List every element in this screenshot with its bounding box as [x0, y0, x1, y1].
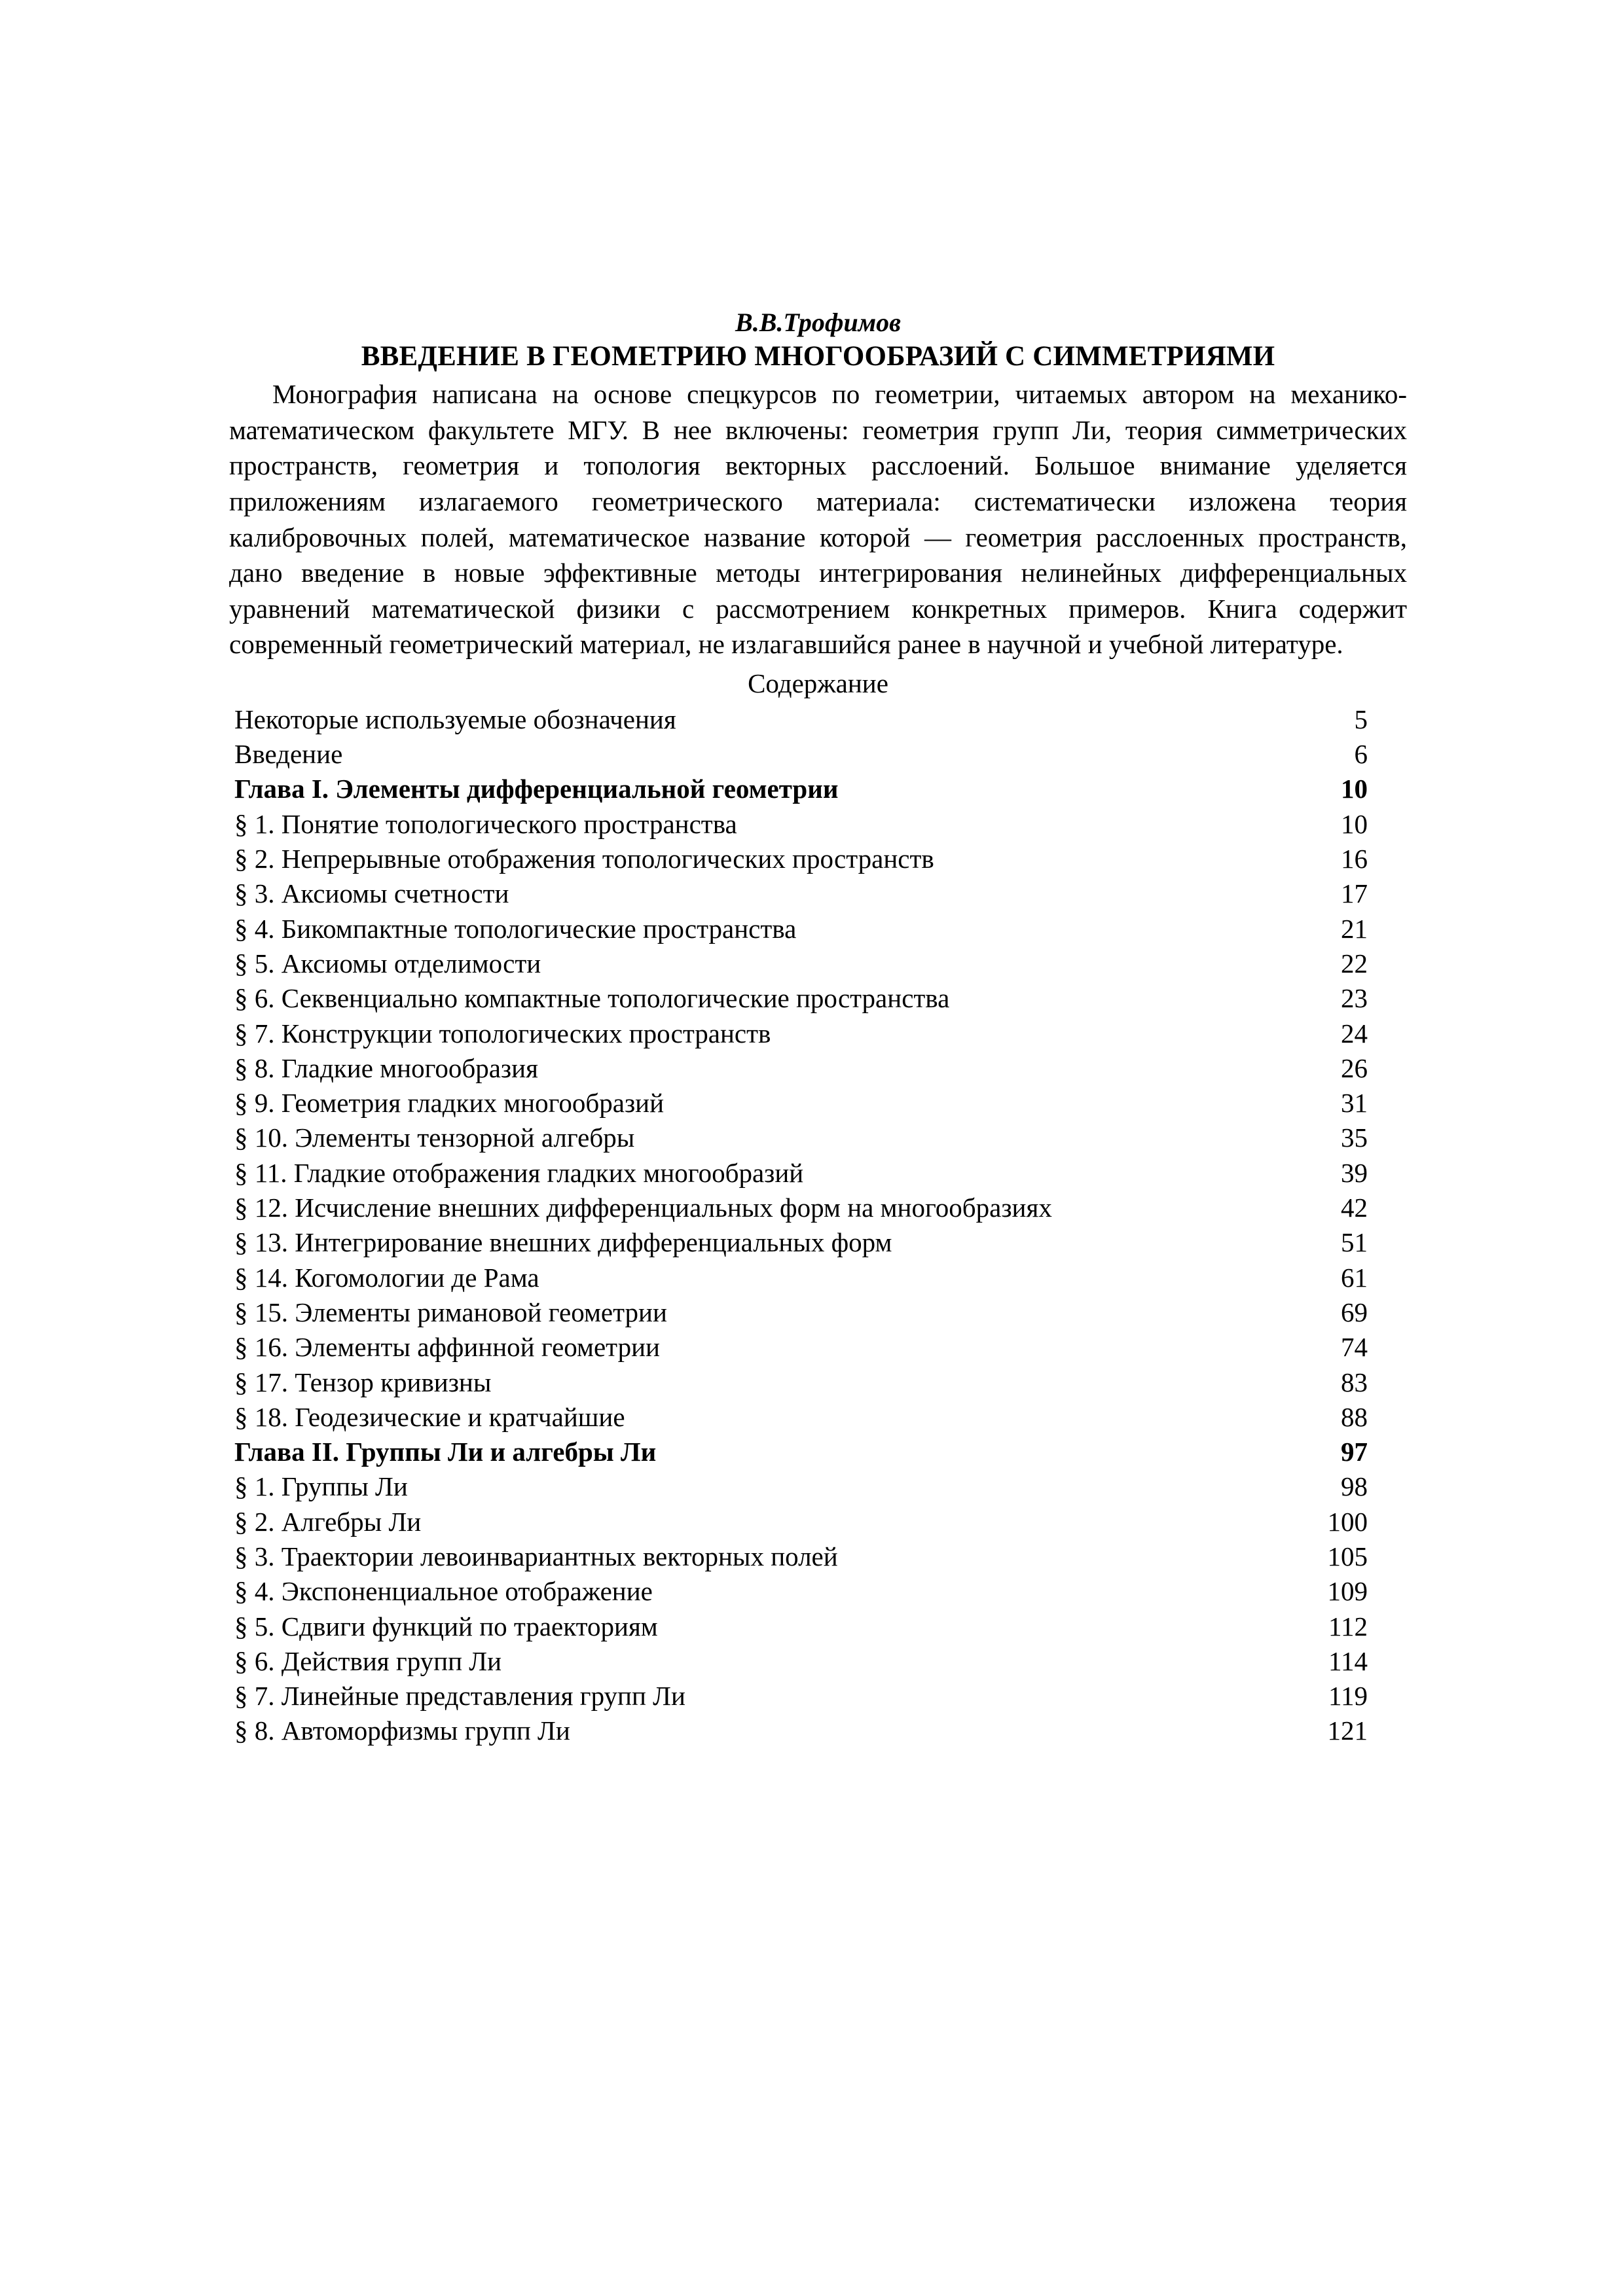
toc-entry-label: Некоторые используемые обозначения	[234, 704, 676, 734]
toc-entry-row	[229, 1365, 1407, 1400]
toc-entry-page-number: 121	[1327, 1715, 1368, 1746]
abstract-paragraph: Монография написана на основе спецкурсов по геометрии, читаемых автором на механико-математическом факультете МГУ. В нее включены: геометрия групп Ли, теория симметрических пространств, геометрия и топология векторных расслоений. Большое внимание уделяется приложениям излагаемого геометрического материала: систематически изложена теория калибровочных полей, математическое название которой — геометрия расслоенных пространств, дано введение в новые эффективные методы интегрирования нелинейных дифференциальных уравнений математической физики с рассмотрением конкретных примеров. Книга содержит современный геометрический материал, не излагавшийся ранее в научной и учебной литературе.	[229, 379, 1407, 660]
toc-entry-page-number: 100	[1327, 1506, 1368, 1537]
toc-entry-page-number: 61	[1341, 1262, 1368, 1293]
book-title: ВВЕДЕНИЕ В ГЕОМЕТРИЮ МНОГООБРАЗИЙ С СИММЕТРИЯМИ	[361, 341, 1275, 372]
toc-entry-page-number: 69	[1341, 1297, 1368, 1327]
toc-entry-row	[229, 842, 1407, 876]
toc-entry-row	[229, 1713, 1407, 1748]
toc-entry-label: § 17. Тензор кривизны	[234, 1367, 492, 1397]
toc-entry-label: § 1. Понятие топологического пространства	[234, 808, 737, 839]
toc-entry-page-number: 114	[1328, 1645, 1368, 1676]
toc-entry-page-number: 51	[1341, 1227, 1368, 1258]
toc-entry-page-number: 10	[1341, 774, 1368, 804]
toc-chapter-row	[229, 1435, 1407, 1469]
toc-entry-label: § 18. Геодезические и кратчайшие	[234, 1401, 625, 1432]
toc-entry-row	[229, 1505, 1407, 1539]
toc-entry-label: Глава I. Элементы дифференциальной геометрии	[234, 774, 839, 804]
toc-entry-page-number: 31	[1341, 1088, 1368, 1119]
toc-entry-label: § 11. Гладкие отображения гладких многообразий	[234, 1157, 804, 1188]
toc-entry-row	[229, 1574, 1407, 1609]
toc-entry-page-number: 109	[1327, 1576, 1368, 1607]
toc-body	[229, 702, 1407, 1749]
toc-entry-page-number: 119	[1328, 1681, 1368, 1712]
toc-entry-row	[229, 1330, 1407, 1365]
toc-entry-label: § 5. Сдвиги функций по траекториям	[234, 1611, 658, 1641]
toc-entry-row	[229, 1051, 1407, 1086]
toc-entry-label: § 4. Бикомпактные топологические пространства	[234, 913, 797, 944]
toc-entry-label: Введение	[234, 739, 343, 770]
toc-entry-page-number: 21	[1341, 913, 1368, 944]
toc-entry-page-number: 98	[1341, 1471, 1368, 1502]
toc-entry-label: § 13. Интегрирование внешних дифференциальных форм	[234, 1227, 892, 1258]
toc-entry-page-number: 5	[1354, 704, 1368, 734]
toc-entry-label: § 2. Алгебры Ли	[234, 1506, 422, 1537]
toc-entry-row	[229, 1539, 1407, 1574]
toc-entry-label: § 7. Линейные представления групп Ли	[234, 1681, 685, 1712]
author-name: В.В.Трофимов	[735, 308, 901, 337]
toc-entry-row	[229, 912, 1407, 946]
toc-entry-label: § 15. Элементы римановой геометрии	[234, 1297, 667, 1327]
toc-entry-label: § 6. Секвенциально компактные топологические пространства	[234, 983, 950, 1014]
toc-entry-label: § 16. Элементы аффинной геометрии	[234, 1332, 660, 1363]
toc-entry-page-number: 6	[1354, 739, 1368, 770]
toc-entry-label: § 4. Экспоненциальное отображение	[234, 1576, 653, 1607]
toc-entry-row	[229, 807, 1407, 842]
toc-entry-row	[229, 1086, 1407, 1121]
toc-entry-page-number: 17	[1341, 878, 1368, 909]
toc-entry-label: § 6. Действия групп Ли	[234, 1645, 502, 1676]
toc-entry-row	[229, 1644, 1407, 1679]
toc-entry-row	[229, 946, 1407, 981]
toc-entry-label: § 7. Конструкции топологических пространств	[234, 1018, 771, 1049]
toc-entry-row	[229, 876, 1407, 911]
toc-entry-row	[229, 1121, 1407, 1155]
toc-entry-label: § 8. Автоморфизмы групп Ли	[234, 1715, 570, 1746]
toc-entry-page-number: 22	[1341, 948, 1368, 978]
toc-chapter-row	[229, 772, 1407, 806]
toc-entry-page-number: 10	[1341, 808, 1368, 839]
toc-entry-label: § 3. Траектории левоинвариантных векторных полей	[234, 1541, 838, 1571]
toc-entry-label: § 10. Элементы тензорной алгебры	[234, 1122, 635, 1153]
toc-entry-row	[229, 1679, 1407, 1713]
toc-entry-label: Глава II. Группы Ли и алгебры Ли	[234, 1437, 657, 1467]
toc-entry-label: § 14. Когомологии де Рама	[234, 1262, 539, 1293]
toc-entry-row	[229, 981, 1407, 1016]
table-of-contents	[229, 702, 1407, 1749]
toc-entry-page-number: 35	[1341, 1122, 1368, 1153]
toc-entry-row	[229, 1400, 1407, 1435]
toc-entry-page-number: 24	[1341, 1018, 1368, 1049]
toc-entry-label: § 2. Непрерывные отображения топологических пространств	[234, 844, 934, 874]
toc-entry-label: § 5. Аксиомы отделимости	[234, 948, 541, 978]
toc-entry-page-number: 83	[1341, 1367, 1368, 1397]
toc-entry-label: § 3. Аксиомы счетности	[234, 878, 509, 909]
toc-entry-page-number: 16	[1341, 844, 1368, 874]
toc-entry-page-number: 26	[1341, 1052, 1368, 1083]
toc-entry-label: § 9. Геометрия гладких многообразий	[234, 1088, 665, 1119]
toc-entry-page-number: 23	[1341, 983, 1368, 1014]
toc-entry-label: § 12. Исчисление внешних дифференциальных форм на многообразиях	[234, 1193, 1052, 1223]
toc-entry-page-number: 74	[1341, 1332, 1368, 1363]
toc-entry-row	[229, 1191, 1407, 1225]
toc-entry-row	[229, 1156, 1407, 1191]
toc-entry-page-number: 88	[1341, 1401, 1368, 1432]
toc-entry-row	[229, 1609, 1407, 1644]
toc-entry-page-number: 97	[1341, 1437, 1368, 1467]
toc-entry-row	[229, 1295, 1407, 1330]
toc-entry-row	[229, 1261, 1407, 1295]
toc-entry-page-number: 105	[1327, 1541, 1368, 1571]
toc-entry-page-number: 112	[1328, 1611, 1368, 1641]
toc-entry-row	[229, 1469, 1407, 1504]
toc-entry-page-number: 42	[1341, 1193, 1368, 1223]
toc-entry-label: § 1. Группы Ли	[234, 1471, 408, 1502]
toc-entry-row	[229, 1225, 1407, 1260]
contents-heading: Содержание	[748, 668, 888, 698]
toc-entry-label: § 8. Гладкие многообразия	[234, 1052, 538, 1083]
toc-entry-row	[229, 737, 1407, 772]
toc-entry-row	[229, 702, 1407, 737]
toc-entry-page-number: 39	[1341, 1157, 1368, 1188]
toc-entry-row	[229, 1016, 1407, 1051]
